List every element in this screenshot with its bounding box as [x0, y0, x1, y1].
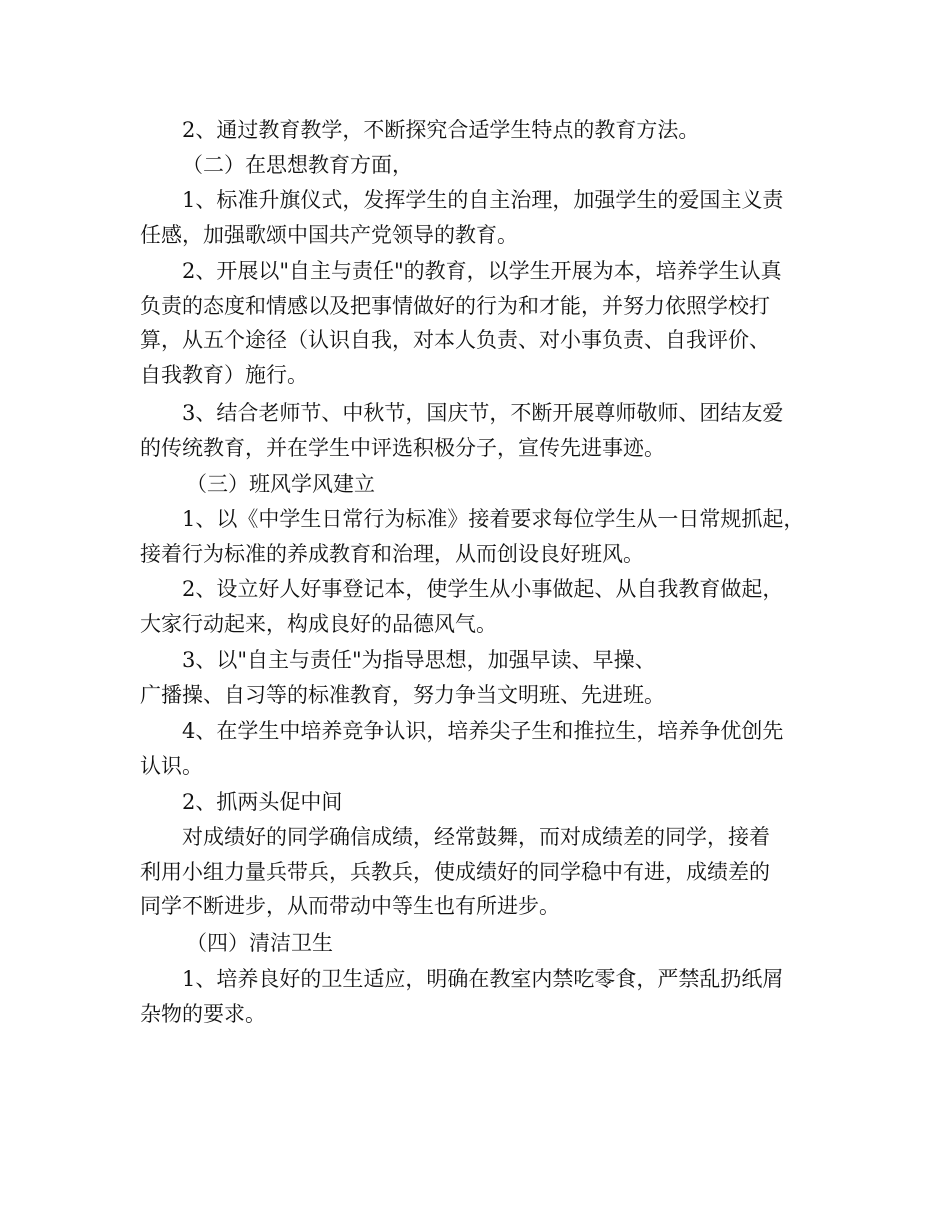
text-line: 2、抓两头促中间 [182, 790, 343, 814]
text-line: 负责的态度和情感以及把事情做好的行为和才能，并努力依照学校打 [140, 293, 770, 318]
text-line: 1、以《中学生日常行为标准》接着要求每位学生从一日常规抓起， [182, 507, 805, 531]
text-line: 4、在学生中培养竞争认识，培养尖子生和推拉生，培养争优创先 [182, 719, 784, 743]
text-line: （三）班风学风建立 [186, 472, 375, 496]
text-line: 算，从五个途径（认识自我，对本人负责、对小事负责、自我评价、 [140, 328, 770, 352]
section-heading-ideology [140, 148, 820, 183]
text-line: 杂物的要求。 [140, 1001, 266, 1026]
text-line: 认识。 [140, 753, 203, 778]
text-line: 利用小组力量兵带兵，兵教兵，使成绩好的同学稳中有进，成绩差的 [140, 859, 770, 884]
text-line: 2、设立好人好事登记本，使学生从小事做起、从自我教育做起， [182, 577, 784, 601]
text-line: 2、通过教育教学，不断探究合适学生特点的教育方法。 [182, 118, 700, 142]
paragraph-competition-awareness [140, 714, 820, 783]
text-line: 3、结合老师节、中秋节，国庆节，不断开展尊师敬师、团结友爱 [182, 401, 784, 425]
text-line: 1、标准升旗仪式，发挥学生的自主治理，加强学生的爱国主义责 [182, 188, 784, 212]
text-line: （四）清洁卫生 [186, 931, 333, 955]
paragraph-festival-education [140, 396, 820, 465]
paragraph-hygiene-habits [140, 962, 820, 1031]
section-heading-class-style [140, 467, 820, 502]
text-line: 对成绩好的同学确信成绩，经常鼓舞，而对成绩差的同学，接着 [182, 825, 770, 849]
text-line: 同学不断进步，从而带动中等生也有所进步。 [140, 894, 560, 918]
text-line: 大家行动起来，构成良好的品德风气。 [140, 611, 497, 636]
paragraph-autonomy-responsibility [140, 254, 820, 392]
text-line: （二）在思想教育方面， [182, 153, 413, 177]
text-line: 2、开展以"自主与责任"的教育，以学生开展为本，培养学生认真 [182, 259, 782, 283]
section-heading-hygiene [140, 926, 820, 961]
paragraph-morning-reading [140, 643, 820, 678]
paragraph-behavior-standards [140, 502, 820, 571]
paragraph-broadcast-exercise [140, 678, 820, 713]
section-heading-both-ends [140, 785, 820, 820]
text-line: 1、培养良好的卫生适应，明确在教室内禁吃零食，严禁乱扔纸屑 [182, 967, 784, 991]
paragraph-good-deeds-register [140, 572, 820, 641]
paragraph-teaching-method [140, 113, 820, 148]
text-line: 任感，加强歌颂中国共产党领导的教育。 [140, 222, 518, 247]
text-line: 3、以"自主与责任"为指导思想，加强早读、早操、 [182, 648, 656, 672]
text-line: 的传统教育，并在学生中评选积极分子，宣传先进事迹。 [140, 435, 665, 460]
text-line: 自我教育）施行。 [140, 362, 308, 387]
paragraph-peer-tutoring [140, 820, 820, 924]
text-line: 广播操、自习等的标准教育，努力争当文明班、先进班。 [140, 683, 665, 707]
paragraph-flag-ceremony [140, 183, 820, 252]
text-line: 接着行为标准的养成教育和治理，从而创设良好班风。 [140, 541, 644, 566]
